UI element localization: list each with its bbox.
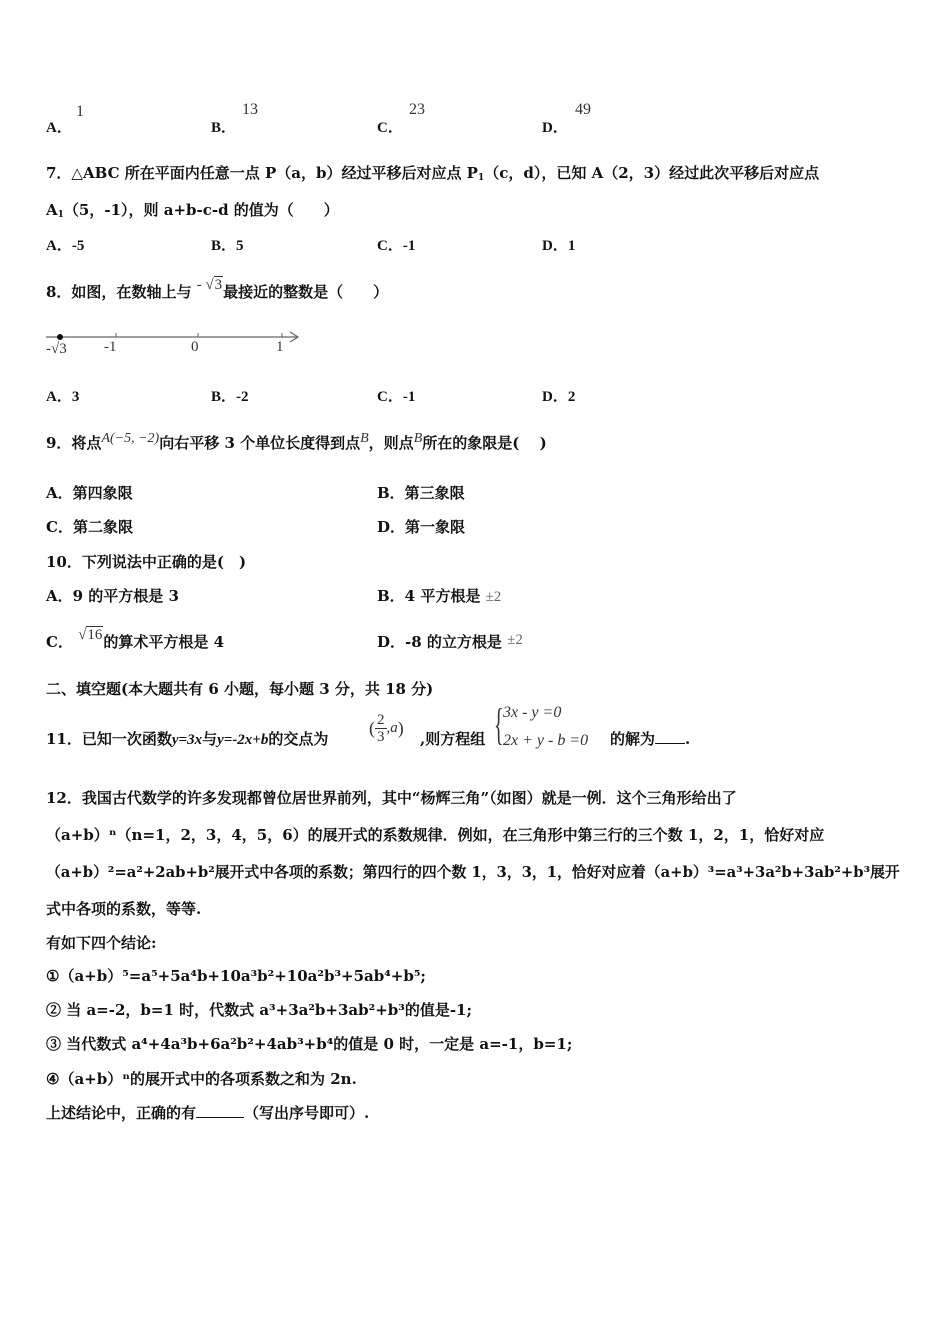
- q12-line1: 12．我国古代数学的许多发现都曾位居世界前列，其中“杨辉三角”（如图）就是一例．这个三角形给出了: [46, 789, 737, 807]
- q6-option-d-value: 49: [575, 101, 591, 118]
- fraction-2-3: $\frac{2}{3}$: [377, 712, 385, 745]
- q12-line5: 有如下四个结论:: [46, 934, 157, 952]
- q11-intersection-point: ( $\frac{2}{3}$ ,a): [369, 712, 404, 745]
- q12-line2: （a+b）ⁿ（n=1，2，3，4，5，6）的展开式的系数规律．例如，在三角形中第三行的三个数 1，2，1，恰好对应: [46, 826, 825, 844]
- q6-option-a: A．: [46, 120, 72, 136]
- axis-label-0: 0: [191, 339, 199, 355]
- axis-label-1: 1: [276, 339, 284, 355]
- q9-option-b: B．第三象限: [377, 484, 465, 502]
- point-neg-sqrt3: [57, 334, 63, 340]
- q11-answer-label: 的解为 .: [610, 730, 691, 748]
- section-title-fill-in: 二、填空题(本大题共有 6 小题，每小题 3 分，共 18 分): [46, 680, 434, 698]
- q11-system-label: ,则方程组: [420, 730, 486, 748]
- q8-neg-sqrt3: - √3: [196, 277, 223, 293]
- q6-option-b: B．: [211, 120, 237, 136]
- q12-conclusion-4: ④（a+b）ⁿ的展开式中的各项系数之和为 2n.: [46, 1070, 357, 1088]
- q11-stem: 11．已知一次函数y=3x与y=-2x+b的交点为: [46, 730, 329, 748]
- q12-conclusion-3: ③ 当代数式 a⁴+4a³b+6a²b²+4ab³+b⁴的值是 0 时，一定是 a=-1，b=1;: [46, 1035, 573, 1053]
- q6-option-c-value: 23: [409, 101, 425, 118]
- q7-option-a: A．-5: [46, 238, 85, 254]
- q7-option-c: C．-1: [377, 238, 416, 254]
- q7-option-b: B．5: [211, 238, 244, 254]
- q12-line3: （a+b）²=a²+2ab+b²展开式中各项的系数；第四行的四个数 1，3，3，1，恰好对应着（a+b）³=a³+3a²b+3ab²+b³展开: [46, 864, 900, 881]
- q8-stem: 8．如图，在数轴上与 - √3最接近的整数是（ ）: [46, 277, 389, 301]
- axis-label-neg1: -1: [104, 339, 117, 355]
- q9-option-c: C．第二象限: [46, 518, 133, 536]
- q8-number-line: [40, 322, 310, 364]
- q9-stem: 9．将点A(−5, −2)向右平移 3 个单位长度得到点B，则点B所在的象限是( ): [46, 431, 547, 452]
- q6-option-d: D．: [542, 120, 568, 136]
- q8-option-d: D．2: [542, 389, 576, 405]
- q8-option-b: B．-2: [211, 389, 249, 405]
- system-brace: {: [494, 700, 504, 749]
- q10-option-b: B．4 平方根是 ±2: [377, 587, 502, 605]
- q8-option-a: A．3: [46, 389, 80, 405]
- q6-option-c: C．: [377, 120, 403, 136]
- q12-final: 上述结论中，正确的有 （写出序号即可）.: [46, 1104, 370, 1122]
- q9-option-d: D．第一象限: [377, 518, 466, 536]
- q6-option-a-value: 1: [76, 103, 84, 120]
- sqrt16: √16: [78, 627, 103, 643]
- q9-option-a: A．第四象限: [46, 484, 133, 502]
- q10-stem: 10．下列说法中正确的是( ): [46, 553, 247, 571]
- q7-option-d: D．1: [542, 238, 576, 254]
- system-eq1: 3x - y =0: [503, 704, 562, 721]
- q12-line4: 式中各项的系数，等等.: [46, 900, 202, 918]
- q10-option-d: D．-8 的立方根是 ±2: [377, 632, 523, 651]
- q10-option-a: A．9 的平方根是 3: [46, 587, 179, 605]
- q12-conclusion-2: ② 当 a=-2，b=1 时，代数式 a³+3a²b+3ab²+b³的值是-1;: [46, 1001, 473, 1019]
- q7-stem-line2: $A_1(5$，-1），则 a+b-c-d 的值为（ ）: [46, 201, 339, 220]
- q7-stem-line1: 7．△ABC 所在平面内任意一点 P（a，b）经过平移后对应点 $P_1(c$，d），已知 A（2，3）经过此次平移后对应点: [46, 164, 820, 183]
- system-eq2: 2x + y - b =0: [503, 732, 589, 749]
- q12-conclusion-1: ①（a+b）⁵=a⁵+5a⁴b+10a³b²+10a²b³+5ab⁴+b⁵;: [46, 967, 426, 985]
- q11-answer-blank[interactable]: [655, 743, 685, 744]
- axis-label-neg-sqrt3: -√3: [46, 341, 67, 357]
- q6-option-b-value: 13: [242, 101, 258, 118]
- q12-answer-blank[interactable]: [196, 1117, 244, 1118]
- q10-option-c: C． √16的算术平方根是 4: [46, 627, 225, 651]
- q8-option-c: C．-1: [377, 389, 416, 405]
